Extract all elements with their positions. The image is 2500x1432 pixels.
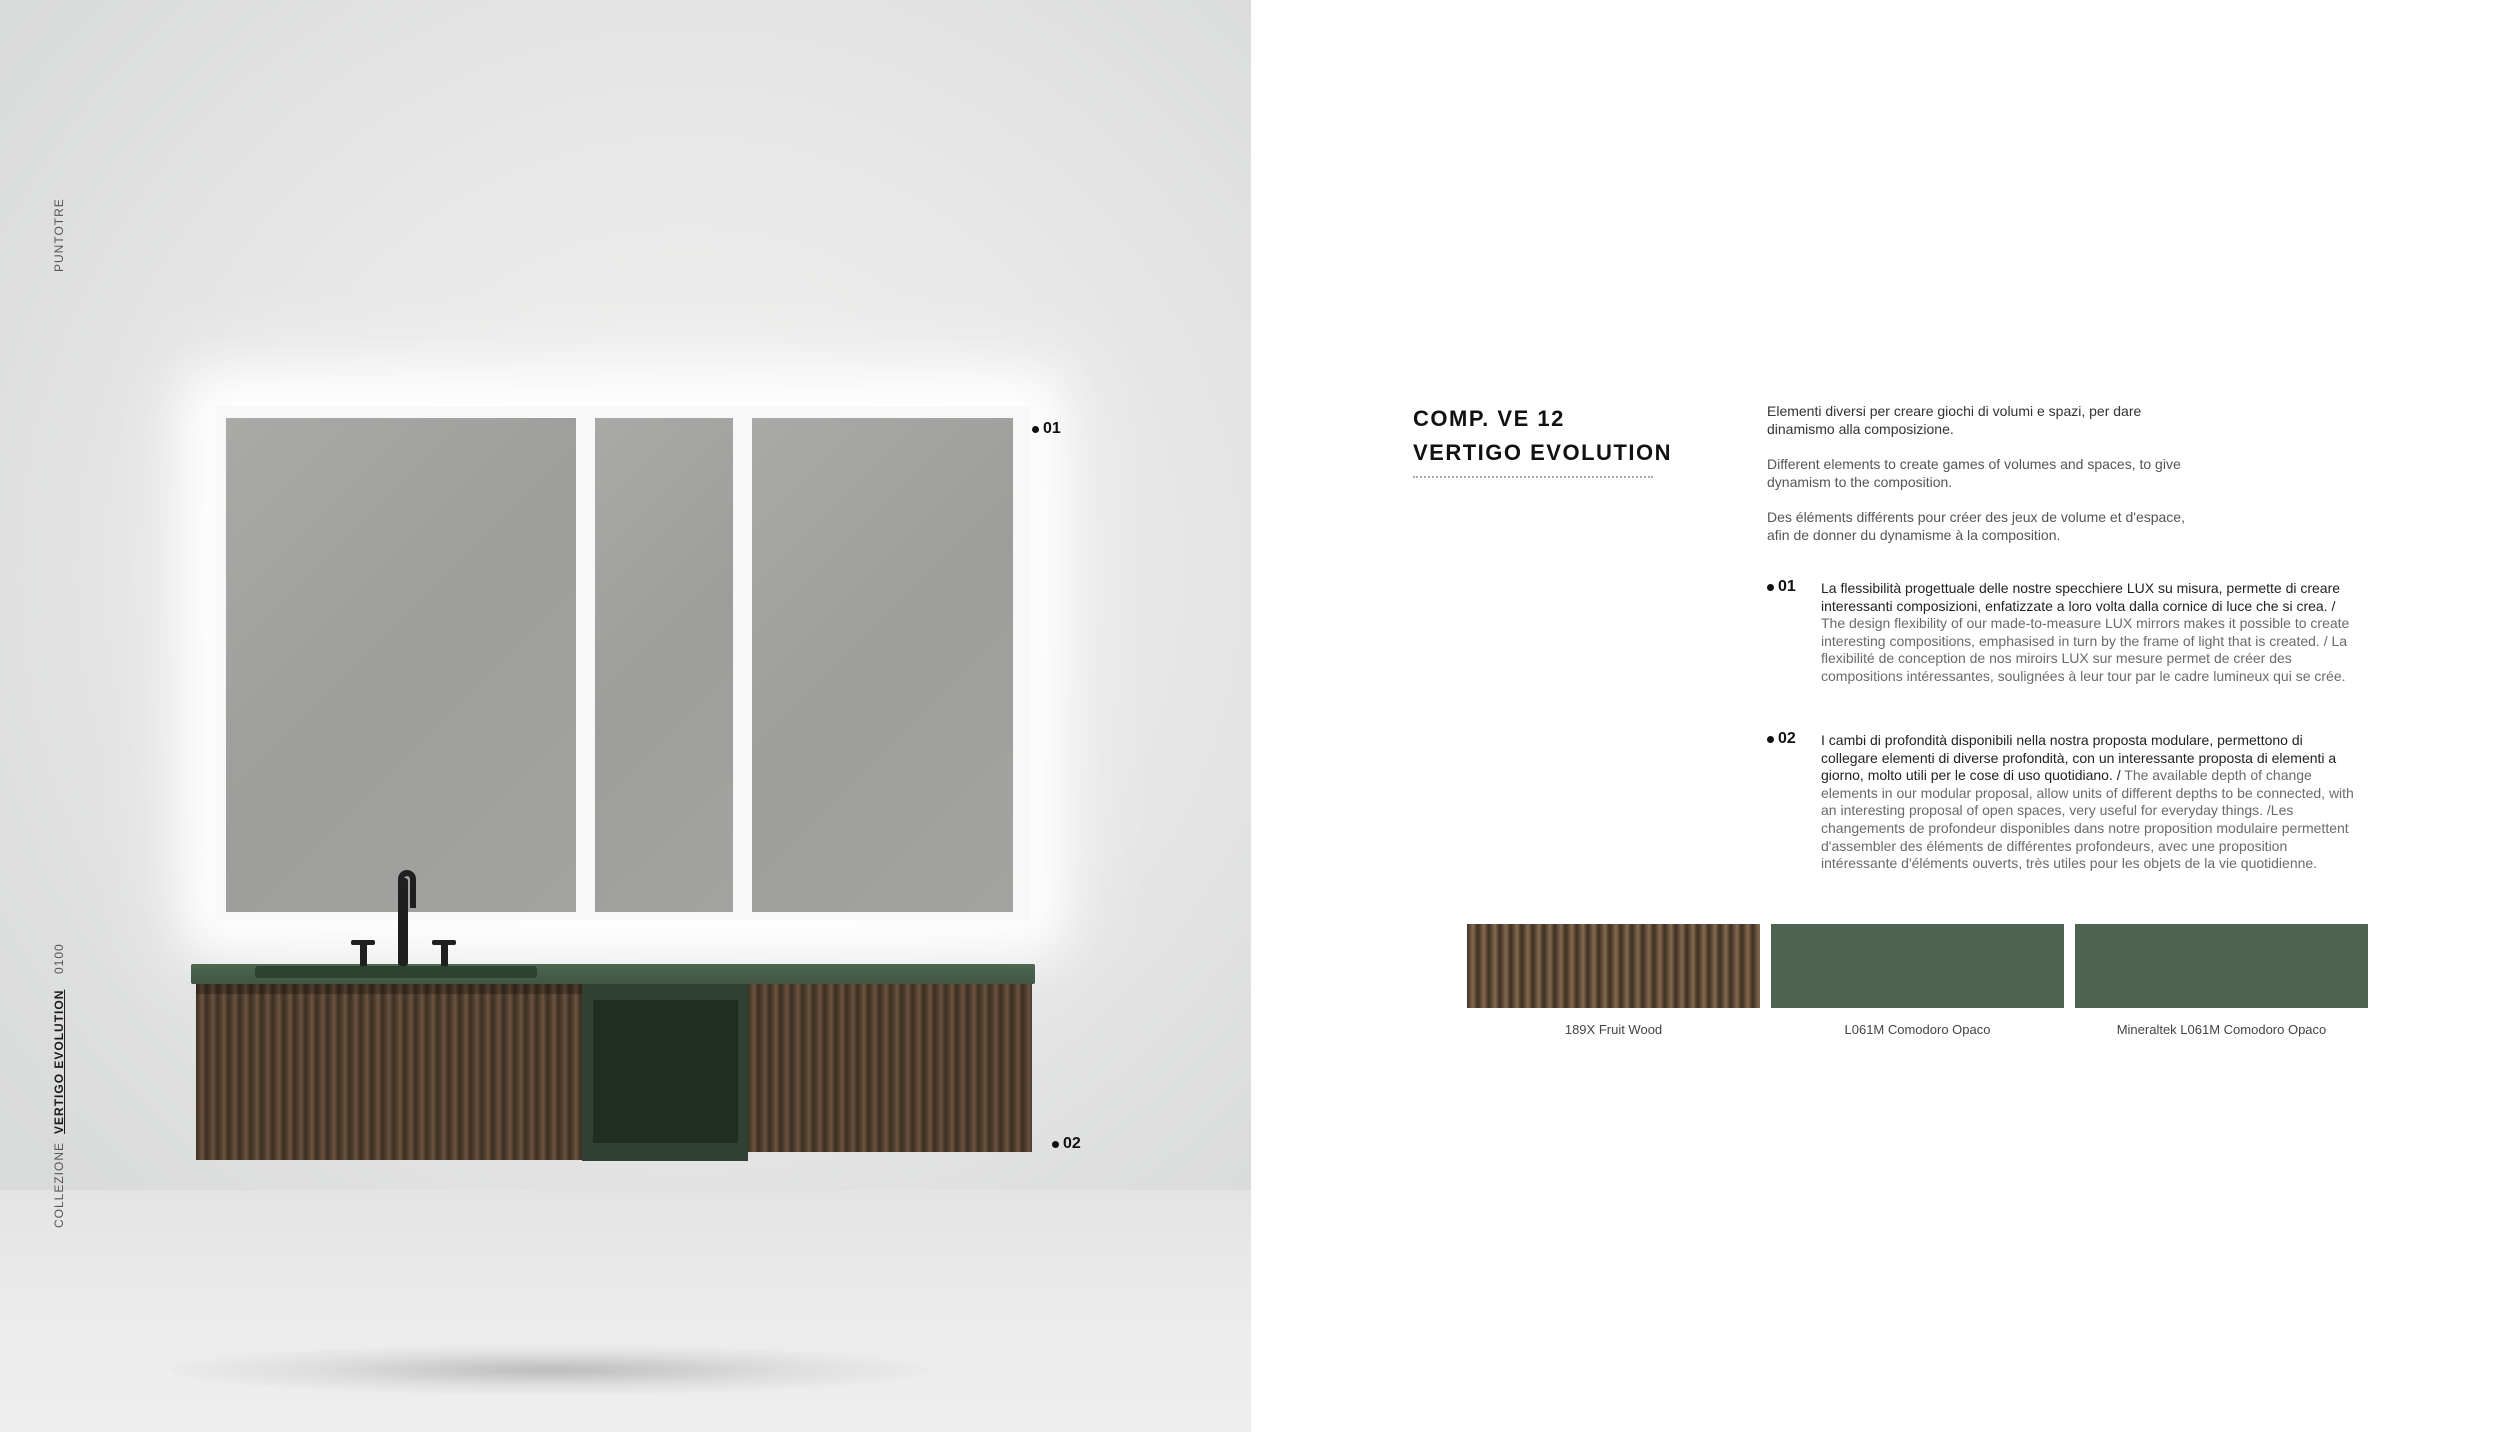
collection-name: VERTIGO EVOLUTION xyxy=(52,989,66,1134)
finish-swatch-fruit-wood xyxy=(1467,924,1760,1008)
bullet-icon xyxy=(1032,426,1039,433)
intro-french: Des éléments différents pour créer des jeux de volume et d'espace, afin de donner du dynamisme à la composition. xyxy=(1767,509,2185,543)
sink-basin xyxy=(255,966,537,978)
finish-swatch-comodoro-opaco xyxy=(1771,924,2064,1008)
finish-label-3: Mineraltek L061M Comodoro Opaco xyxy=(2116,1022,2327,1037)
faucet-handle-right xyxy=(432,940,456,966)
note-02-number xyxy=(1767,730,1796,748)
note-02-translations: The available depth of change elements in our modular proposal, allow units of different depths to be connected, with an interesting proposal of open spaces, very useful for everyday things. /Les changements de profondeur disponibles dans notre proposition modulaire permettent d'assembler des éléments de différentes profondeurs, avec une proposition intéressante d'éléments ouverts, très utiles pour les objets de la vie quotidienne. xyxy=(1821,767,2354,872)
note-02-text xyxy=(1821,732,2356,873)
marker-01-label: 01 xyxy=(1043,420,1061,437)
bullet-icon xyxy=(1052,1141,1059,1148)
finish-label-1: 189X Fruit Wood xyxy=(1564,1022,1663,1037)
bullet-icon xyxy=(1767,584,1774,591)
marker-02-label: 02 xyxy=(1063,1135,1081,1152)
vanity-cabinet-right xyxy=(748,982,1032,1152)
finish-label-2: L061M Comodoro Opaco xyxy=(1844,1022,1991,1037)
title-line-1: COMP. VE 12 xyxy=(1413,406,1565,431)
note-01-italian: La flessibilità progettuale delle nostre specchiere LUX su misura, permette di creare interessanti composizioni, enfatizzate a loro volta dalla cornice di luce che si crea. / xyxy=(1821,580,2341,614)
vanity-cabinet-left xyxy=(196,984,582,1160)
brand-label: PUNTOTRE xyxy=(52,198,66,272)
cabinet-edge-shadow xyxy=(196,984,582,994)
marker-02 xyxy=(1052,1135,1081,1153)
mirror-panel-right xyxy=(752,418,1013,912)
bullet-icon xyxy=(1767,736,1774,743)
open-shelf-interior xyxy=(593,1000,738,1143)
floor xyxy=(0,1190,1251,1432)
collection-label: COLLEZIONE xyxy=(52,1141,66,1228)
faucet-handle-left xyxy=(351,940,375,966)
note-01-translations: The design flexibility of our made-to-measure LUX mirrors makes it possible to create interesting compositions, emphasised in turn by the frame of light that is created. / La flexibilité de conception de nos miroirs LUX sur mesure permet de créer des compositions intéressantes, soulignées à leur tour par le cadre lumineux qui se crée. xyxy=(1821,615,2350,684)
marker-01 xyxy=(1032,420,1061,438)
finish-swatch-mineraltek-comodoro xyxy=(2075,924,2368,1008)
composition-title xyxy=(1413,402,1672,470)
intro-english: Different elements to create games of volumes and spaces, to give dynamism to the composition. xyxy=(1767,456,2181,490)
mirror-panel-left xyxy=(226,418,576,912)
title-line-2: VERTIGO EVOLUTION xyxy=(1413,440,1672,465)
faucet-tip xyxy=(410,884,416,908)
collection-caption xyxy=(52,990,66,1228)
note-01-text xyxy=(1821,580,2356,686)
note-02-label: 02 xyxy=(1778,730,1796,747)
intro-italian: Elementi diversi per creare giochi di volumi e spazi, per dare dinamismo alla composizione. xyxy=(1767,403,2142,437)
floor-shadow xyxy=(170,1345,930,1395)
note-01-number xyxy=(1767,578,1796,596)
mirror-panel-center xyxy=(595,418,733,912)
title-divider xyxy=(1413,476,1653,478)
note-02-italian: I cambi di profondità disponibili nella nostra proposta modulare, permettono di collegare elementi di diverse profondità, con un interessante proposta di elementi a giorno, molto utili per le cose di uso quotidiano. / xyxy=(1821,732,2337,784)
note-01-label: 01 xyxy=(1778,578,1796,595)
page-number: 0100 xyxy=(52,943,66,974)
